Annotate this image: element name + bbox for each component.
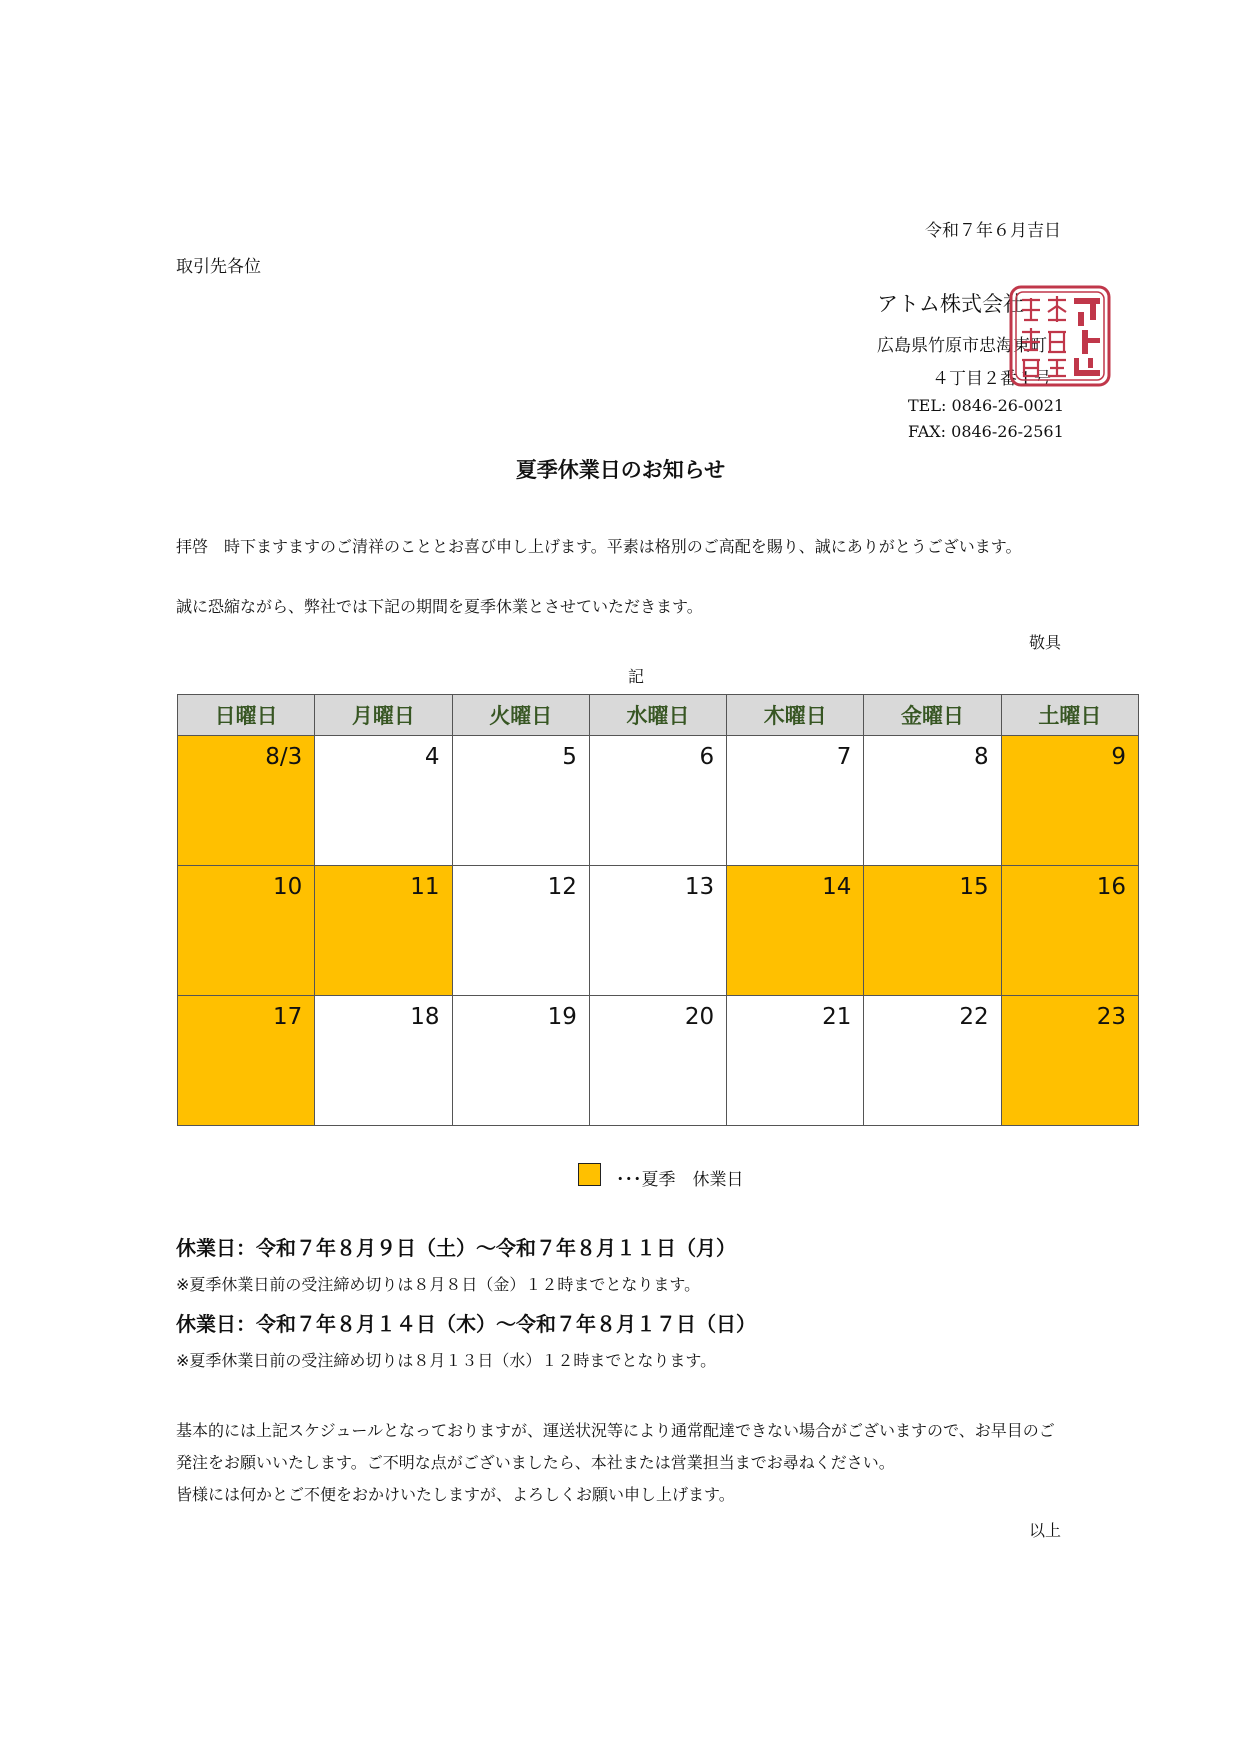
calendar-day-cell: 6 [589,736,726,866]
page-title: 夏季休業日のお知らせ [515,458,726,482]
calendar-day-cell: 23 [1001,996,1138,1126]
calendar-week-row [178,736,1139,866]
legend-label: ･･･夏季 休業日 [616,1170,744,1190]
calendar-day-cell: 18 [315,996,452,1126]
calendar-day-cell: 17 [178,996,315,1126]
notice-text: 誠に恐縮ながら、弊社では下記の期間を夏季休業とさせていただきます。 [176,597,703,616]
footer-line-2: 発注をお願いいたします。ご不明な点がございましたら、本社または営業担当までお尋ねください。 [176,1453,895,1472]
calendar-day-cell: 7 [727,736,864,866]
holiday-calendar [177,694,1139,1126]
calendar-day-cell: 16 [1001,866,1138,996]
calendar-day-cell: 8 [864,736,1001,866]
ki-marker: 記 [628,667,645,686]
calendar-week-row [178,996,1139,1126]
weekday-mon: 月曜日 [315,695,452,736]
calendar-day-cell: 9 [1001,736,1138,866]
calendar-day-cell: 11 [315,866,452,996]
calendar-week-row [178,866,1139,996]
address-line-2: ４丁目２番１号 [932,369,1051,389]
weekday-tue: 火曜日 [452,695,589,736]
weekday-thu: 木曜日 [727,695,864,736]
company-name: アトム株式会社 [877,292,1024,316]
calendar-day-cell: 8/3 [178,736,315,866]
calendar-day-cell: 12 [452,866,589,996]
weekday-fri: 金曜日 [864,695,1001,736]
weekday-wed: 水曜日 [589,695,726,736]
calendar-day-cell: 5 [452,736,589,866]
calendar-day-cell: 21 [727,996,864,1126]
company-seal-icon [1008,284,1112,388]
greeting-text: 拝啓 時下ますますのご清祥のこととお喜び申し上げます。平素は格別のご高配を賜り、誠にありがとうございます。 [176,537,1022,556]
holiday-period-1: 休業日：令和７年８月９日（土）～令和７年８月１１日（月） [176,1236,736,1260]
calendar-day-cell: 4 [315,736,452,866]
calendar-header-row [178,695,1139,736]
legend-swatch [578,1163,601,1186]
address-line-1: 広島県竹原市忠海東町 [877,336,1047,356]
issue-date: 令和７年６月吉日 [925,221,1061,241]
footer-line-1: 基本的には上記スケジュールとなっておりますが、運送状況等により通常配達できない場合がございますので、お早目のご [176,1421,1055,1440]
order-deadline-note-1: ※夏季休業日前の受注締め切りは８月８日（金）１２時までとなります。 [176,1275,701,1294]
fax-number: FAX: 0846-26-2561 [908,422,1064,441]
calendar-day-cell: 20 [589,996,726,1126]
calendar-day-cell: 10 [178,866,315,996]
calendar-day-cell: 22 [864,996,1001,1126]
weekday-sat: 土曜日 [1001,695,1138,736]
calendar-day-cell: 19 [452,996,589,1126]
end-marker: 以上 [1028,1521,1061,1540]
tel-number: TEL: 0846-26-0021 [908,396,1065,415]
calendar-day-cell: 14 [727,866,864,996]
weekday-sun: 日曜日 [178,695,315,736]
closing-text: 敬具 [1028,633,1061,652]
calendar-day-cell: 15 [864,866,1001,996]
calendar-day-cell: 13 [589,866,726,996]
order-deadline-note-2: ※夏季休業日前の受注締め切りは８月１３日（水）１２時までとなります。 [176,1351,717,1370]
recipient: 取引先各位 [176,257,261,277]
footer-line-3: 皆様には何かとご不便をおかけいたしますが、よろしくお願い申し上げます。 [176,1485,735,1504]
holiday-period-2: 休業日：令和７年８月１４日（木）～令和７年８月１７日（日） [176,1312,756,1336]
